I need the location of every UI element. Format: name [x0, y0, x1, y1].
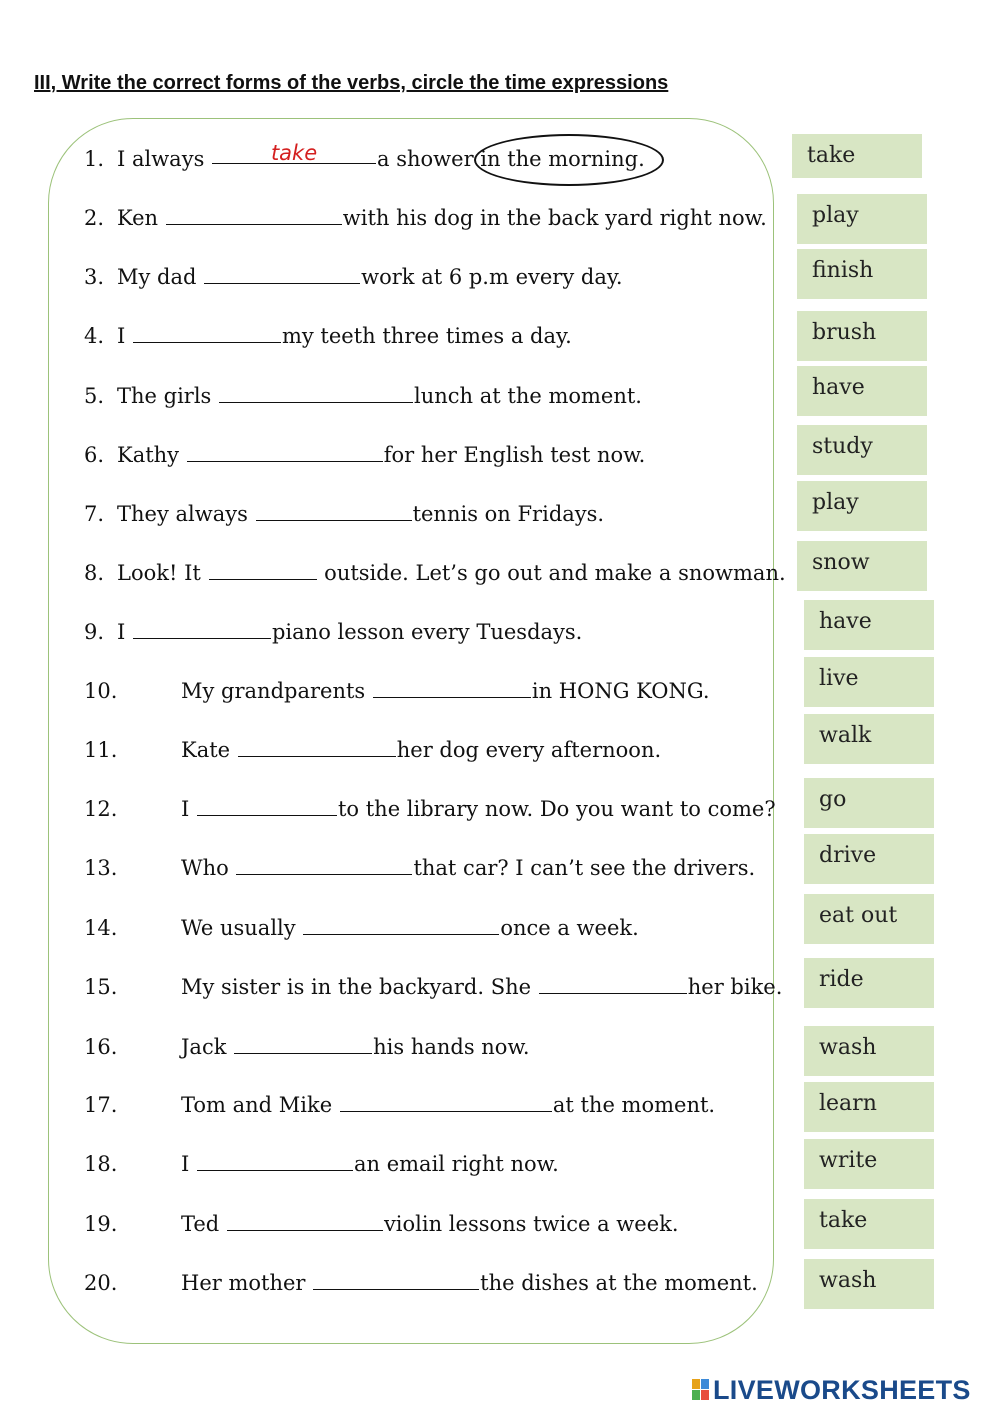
logo-text: LIVEWORKSHEETS [713, 1374, 971, 1405]
verb-box: have [797, 366, 927, 416]
item-number: 12. [84, 797, 118, 821]
item-number: 11. [84, 738, 118, 762]
item-number: 16. [84, 1035, 118, 1059]
item-text-before: We usually [181, 916, 296, 940]
item-text-before: Who [181, 856, 229, 880]
item-number: 7. [84, 502, 105, 526]
item-text-before: Tom and Mike [181, 1093, 333, 1117]
item-text-after: at the moment. [552, 1093, 716, 1117]
item-number: 20. [84, 1271, 118, 1295]
item-text-after: her dog every afternoon. [396, 738, 662, 762]
item-number: 1. [84, 147, 105, 171]
item-text-after: with his dog in the back yard right now. [342, 206, 767, 230]
time-expression-circle [474, 134, 664, 186]
item-text-before: Look! It [117, 561, 201, 585]
answer-blank[interactable] [340, 1090, 552, 1112]
exercise-item [84, 438, 645, 472]
item-text-before: I always [117, 147, 205, 171]
verb-box: write [804, 1139, 934, 1189]
answer-blank[interactable] [133, 617, 271, 639]
exercise-item [84, 851, 755, 885]
answer-blank[interactable] [234, 1032, 372, 1054]
exercise-item [84, 1030, 530, 1064]
item-number: 18. [84, 1152, 118, 1176]
item-text-after: an email right now. [353, 1152, 559, 1176]
verb-box: wash [804, 1259, 934, 1309]
answer-blank[interactable] [197, 794, 337, 816]
answer-blank[interactable] [539, 972, 687, 994]
answer-blank[interactable] [133, 321, 281, 343]
item-text-before: Kate [181, 738, 231, 762]
exercise-item [84, 497, 604, 531]
answer-blank[interactable] [238, 735, 396, 757]
item-text-before: I [181, 797, 190, 821]
exercise-item [84, 792, 776, 826]
verb-box: walk [804, 714, 934, 764]
item-text-after: once a week. [500, 916, 639, 940]
verb-box: learn [804, 1082, 934, 1132]
item-text-after: violin lessons twice a week. [383, 1212, 679, 1236]
answer-blank[interactable] [166, 203, 342, 225]
item-text-after: my teeth three times a day. [281, 324, 572, 348]
item-number: 3. [84, 265, 105, 289]
answer-blank[interactable] [303, 913, 499, 935]
answer-blank[interactable] [212, 142, 376, 164]
exercise-item [84, 201, 767, 235]
item-text-before: Jack [181, 1035, 227, 1059]
exercise-item [84, 615, 582, 649]
verb-box: play [797, 481, 927, 531]
item-text-before: The girls [117, 384, 212, 408]
item-text-after: in HONG KONG. [531, 679, 710, 703]
item-text-after: to the library now. Do you want to come? [337, 797, 776, 821]
exercise-item [84, 556, 786, 590]
item-number: 2. [84, 206, 105, 230]
item-text-after: tennis on Fridays. [412, 502, 605, 526]
item-text-after: a shower in the morning. [377, 147, 645, 171]
item-number: 13. [84, 856, 118, 880]
item-text-after: for her English test now. [383, 443, 646, 467]
item-number: 9. [84, 620, 105, 644]
example-answer: take [270, 141, 318, 165]
verb-box: snow [797, 541, 927, 591]
item-text-before: They always [117, 502, 248, 526]
verb-box: take [792, 134, 922, 178]
exercise-item [84, 1266, 758, 1300]
answer-blank[interactable] [187, 440, 383, 462]
item-number: 15. [84, 975, 118, 999]
answer-blank[interactable] [219, 381, 413, 403]
item-text-after: his hands now. [373, 1035, 530, 1059]
item-text-before: Kathy [117, 443, 180, 467]
item-number: 4. [84, 324, 105, 348]
verb-box: finish [797, 249, 927, 299]
verb-box: brush [797, 311, 927, 361]
item-text-after: piano lesson every Tuesdays. [271, 620, 583, 644]
item-text-after: the dishes at the moment. [480, 1271, 758, 1295]
item-text-before: Her mother [181, 1271, 306, 1295]
item-text-after: lunch at the moment. [414, 384, 642, 408]
exercise-item [84, 1088, 715, 1122]
exercise-item [84, 911, 639, 945]
verb-box: ride [804, 958, 934, 1008]
exercise-item [84, 1207, 679, 1241]
liveworksheets-logo-icon [692, 1379, 710, 1401]
item-text-before: Ted [181, 1212, 220, 1236]
exercise-title: III, Write the correct forms of the verbs, circle the time expressions [34, 72, 669, 94]
verb-box: study [797, 425, 927, 475]
verb-box: take [804, 1199, 934, 1249]
item-number: 6. [84, 443, 105, 467]
item-number: 10. [84, 679, 118, 703]
item-number: 17. [84, 1093, 118, 1117]
exercise-item [84, 970, 782, 1004]
item-number: 19. [84, 1212, 118, 1236]
answer-blank[interactable] [256, 499, 412, 521]
exercise-item [84, 1147, 559, 1181]
answer-blank[interactable] [236, 853, 412, 875]
item-text-after: her bike. [687, 975, 783, 999]
item-text-before: I [117, 620, 126, 644]
item-text-before: I [181, 1152, 190, 1176]
answer-blank[interactable] [313, 1268, 479, 1290]
answer-blank[interactable] [197, 1149, 353, 1171]
item-text-after: that car? I can’t see the drivers. [413, 856, 756, 880]
item-number: 8. [84, 561, 105, 585]
exercise-item [84, 674, 710, 708]
exercise-item [84, 319, 572, 353]
item-text-before: My grandparents [181, 679, 366, 703]
verb-box: eat out [804, 894, 934, 944]
verb-box: play [797, 194, 927, 244]
exercise-item [84, 379, 642, 413]
item-text-before: Ken [117, 206, 159, 230]
item-text-before: My dad [117, 265, 197, 289]
exercise-item [84, 733, 661, 767]
exercise-item [84, 260, 623, 294]
item-text-after: work at 6 p.m every day. [361, 265, 623, 289]
item-text-before: I [117, 324, 126, 348]
answer-blank[interactable] [373, 676, 531, 698]
item-text-before: My sister is in the backyard. She [181, 975, 532, 999]
verb-box: wash [804, 1026, 934, 1076]
item-text-after: outside. Let’s go out and make a snowman. [317, 561, 786, 585]
item-number: 5. [84, 384, 105, 408]
answer-blank[interactable] [209, 558, 317, 580]
liveworksheets-logo [692, 1374, 971, 1406]
verb-box: have [804, 600, 934, 650]
verb-box: go [804, 778, 934, 828]
answer-blank[interactable] [204, 262, 360, 284]
answer-blank[interactable] [227, 1209, 383, 1231]
item-number: 14. [84, 916, 118, 940]
verb-box: live [804, 657, 934, 707]
verb-box: drive [804, 834, 934, 884]
